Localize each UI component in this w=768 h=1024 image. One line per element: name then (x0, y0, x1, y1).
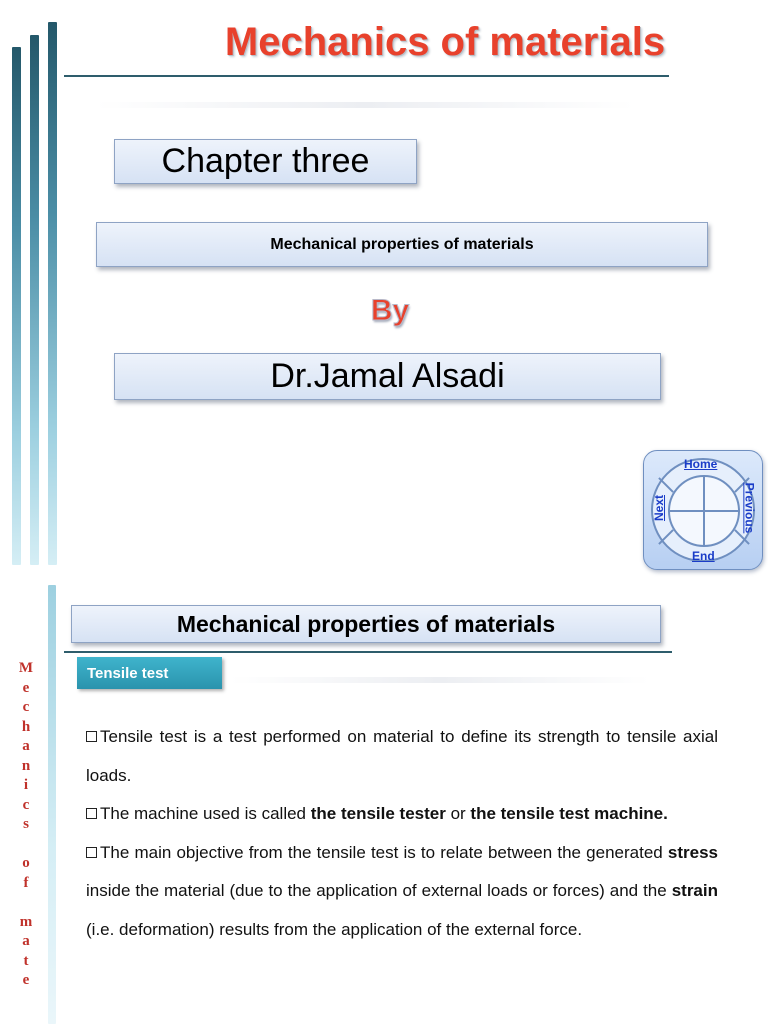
sidebar-letter: o (22, 855, 30, 871)
text-segment: (i.e. deformation) results from the application of the external force. (86, 919, 583, 939)
sidebar-letter: a (22, 933, 30, 949)
nav-divider (668, 510, 740, 512)
text-segment: or (445, 804, 471, 823)
nav-previous-link[interactable]: Previous (742, 482, 757, 534)
bold-text: the tensile test machine. (470, 804, 668, 823)
text-segment: The main objective from the tensile test is to relate between the generated (100, 842, 668, 862)
text-segment: Tensile test is a test performed on material to define its strength to tensile axial loads. (86, 727, 718, 785)
nav-home-link[interactable]: Home (684, 457, 718, 471)
decorative-shadow (230, 677, 650, 683)
vertical-sidebar-title (14, 659, 38, 991)
bullet-paragraph (86, 718, 718, 795)
decorative-bar (12, 47, 21, 565)
body-text (86, 718, 718, 949)
sidebar-letter: m (19, 913, 33, 930)
section-heading: Mechanical properties of materials (71, 605, 661, 643)
sidebar-letter (14, 893, 38, 913)
decorative-bar (48, 22, 57, 565)
text-segment: The machine used is called (100, 804, 311, 823)
heading-underline (64, 651, 672, 653)
slide-title: Mechanics of materials (224, 20, 666, 64)
nav-next-link[interactable]: Next (652, 494, 667, 522)
sidebar-letter: c (22, 699, 30, 715)
chapter-box: Chapter three (114, 139, 417, 184)
decorative-shadow (95, 102, 635, 108)
sidebar-letter: t (23, 952, 29, 969)
bold-text: stress (667, 842, 718, 862)
title-underline (64, 75, 669, 77)
subtitle-box: Mechanical properties of materials (96, 222, 708, 267)
sidebar-letter (14, 835, 38, 855)
sidebar-letter: h (21, 718, 31, 735)
author-box: Dr.Jamal Alsadi (114, 353, 661, 400)
decorative-bar (48, 585, 56, 1024)
decorative-bar (30, 35, 39, 565)
sidebar-letter: f (23, 874, 29, 891)
bold-text: strain (671, 881, 718, 900)
navigation-widget (643, 450, 763, 570)
checkbox-bullet-icon (86, 808, 97, 819)
bold-text: the tensile tester (310, 804, 446, 823)
content-slide (0, 585, 768, 1024)
sidebar-letter: i (23, 777, 29, 793)
sidebar-letter: e (22, 972, 30, 988)
checkbox-bullet-icon (86, 847, 97, 858)
text-segment: inside the material (due to the application of external loads or forces) and the (86, 881, 672, 900)
by-label: By (370, 294, 410, 327)
checkbox-bullet-icon (86, 731, 97, 742)
tensile-test-tab: Tensile test (77, 657, 222, 689)
bullet-paragraph (86, 795, 718, 834)
sidebar-letter: n (21, 757, 31, 774)
sidebar-letter: a (22, 738, 30, 754)
sidebar-letter: c (22, 796, 30, 813)
sidebar-letter: M (18, 660, 34, 676)
sidebar-letter: s (23, 816, 29, 832)
bullet-paragraph (86, 834, 718, 950)
nav-end-link[interactable]: End (692, 549, 715, 563)
sidebar-letter: e (22, 679, 30, 696)
